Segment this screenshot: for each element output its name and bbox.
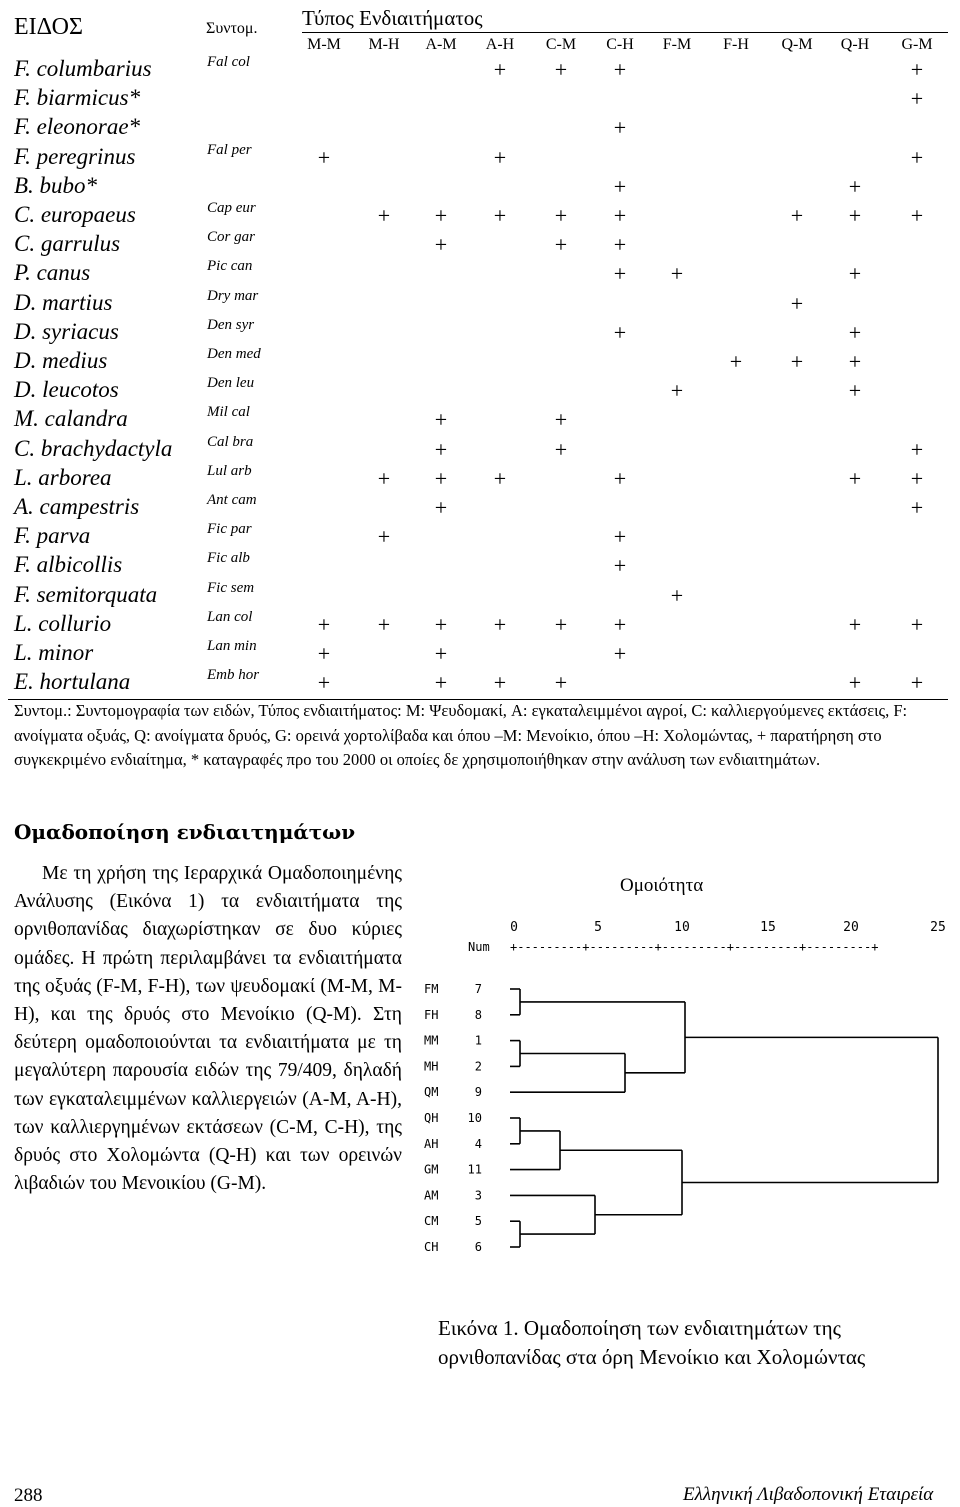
species-name: C. garrulus <box>14 231 121 257</box>
species-abbreviation: Lan min <box>207 638 257 654</box>
presence-mark: + <box>377 524 391 550</box>
species-abbreviation: Ant cam <box>207 492 257 508</box>
presence-mark: + <box>613 203 627 228</box>
species-name: D. medius <box>14 348 108 373</box>
leaf-number: 10 <box>467 1111 482 1125</box>
presence-mark: + <box>434 407 448 433</box>
leaf-number: 6 <box>474 1240 482 1254</box>
species-name: D. syriacus <box>14 318 119 344</box>
presence-mark: + <box>848 611 862 637</box>
species-name: M. calandra <box>14 406 128 432</box>
presence-mark: + <box>613 465 627 491</box>
species-name: F. peregrinus <box>14 143 136 169</box>
habitat-column-c-h: C-H <box>606 36 634 53</box>
presence-mark: + <box>613 232 627 258</box>
presence-mark: + <box>434 436 448 462</box>
species-abbreviation: Cal bra <box>207 433 254 450</box>
presence-mark: + <box>790 290 804 316</box>
presence-mark: + <box>613 641 627 666</box>
presence-mark: + <box>317 611 331 637</box>
species-abbreviation: Fic par <box>207 521 252 538</box>
species-column-header: ΕΙΔΟΣ <box>14 14 83 40</box>
page-number: 288 <box>14 1485 43 1506</box>
presence-mark: + <box>554 436 568 462</box>
presence-mark: + <box>493 611 507 637</box>
presence-mark: + <box>848 203 862 228</box>
scale-tick-label: 25 <box>930 920 946 935</box>
habitat-column-q-h: Q-H <box>840 36 870 53</box>
presence-mark: + <box>910 670 924 696</box>
presence-mark: + <box>848 378 862 404</box>
leaf-label: QH <box>424 1111 439 1125</box>
presence-mark: + <box>493 57 507 82</box>
species-abbreviation: Dry mar <box>207 287 259 304</box>
species-name: L. arborea <box>14 464 112 490</box>
leaf-label: CM <box>424 1214 439 1229</box>
section-title: Ομαδοποίηση ενδιαιτημάτων <box>14 820 356 844</box>
presence-mark: + <box>554 611 568 637</box>
presence-mark: + <box>493 144 507 170</box>
habitat-column-a-h: A-H <box>485 36 515 53</box>
presence-mark: + <box>434 232 448 258</box>
leaf-label: GM <box>424 1162 439 1177</box>
scale-line: +---------+---------+---------+---------+---------+ <box>510 940 879 954</box>
scale-tick-label: 15 <box>760 920 776 935</box>
habitat-column-f-h: F-H <box>723 36 749 53</box>
leaf-number: 3 <box>474 1188 482 1203</box>
presence-mark: + <box>613 611 627 637</box>
table-top-rule <box>302 32 948 33</box>
leaf-label: QM <box>424 1085 439 1100</box>
dendrogram-leaves <box>424 982 482 1254</box>
species-abbreviation: Den syr <box>207 316 255 333</box>
presence-mark: + <box>848 319 862 345</box>
habitat-column-m-h: M-H <box>368 36 400 53</box>
presence-mark: + <box>434 465 448 491</box>
presence-mark: + <box>670 261 684 287</box>
presence-mark: + <box>554 670 568 696</box>
presence-mark: + <box>613 115 627 141</box>
species-abbreviation: Den med <box>207 346 261 362</box>
presence-mark: + <box>848 173 862 199</box>
publisher-name: Ελληνική Λιβαδοπονική Εταιρεία <box>683 1484 934 1505</box>
presence-mark: + <box>910 86 924 112</box>
species-name: D. martius <box>14 289 113 315</box>
scale-tick-label: 20 <box>843 920 859 935</box>
scale-ticks <box>510 920 946 935</box>
habitat-type-header: Τύπος Ενδιαιτήματος <box>302 6 483 30</box>
presence-mark: + <box>434 495 448 520</box>
presence-mark: + <box>613 524 627 550</box>
presence-mark: + <box>377 465 391 491</box>
species-abbreviation: Cor gar <box>207 229 255 246</box>
presence-mark: + <box>848 349 862 374</box>
presence-mark: + <box>848 670 862 696</box>
presence-mark: + <box>790 203 804 228</box>
leaf-label: AM <box>424 1188 439 1203</box>
scale-tick-label: 5 <box>594 920 602 935</box>
habitat-column-c-m: C-M <box>545 36 577 53</box>
presence-mark: + <box>670 378 684 404</box>
presence-mark: + <box>613 553 627 579</box>
leaf-number: 7 <box>474 982 482 996</box>
table-legend: Συντομ.: Συντομογραφία των ειδών, Τύπος ενδιαιτήματος: Μ: Ψευδομακί, A: εγκαταλειμμένοι αγροί, C: καλλιεργούμενες εκτάσεις, F: ανοίγματα οξυάς, Q: ανοίγματα δρυός, G: ορεινά χορτολίβαδα και όπου –M: Μενοίκιο, όπου –H: Χολομώντας, + παρατήρηση στο συγκεκριμένο ενδιαίτημα, * καταγραφές προ του 2000 οι οποίες δε χρησιμοποιήθηκαν στην ανάλυση των ενδιαιτημάτων. <box>14 701 908 769</box>
presence-mark: + <box>377 611 391 637</box>
habitat-column-m-m: M-M <box>307 36 341 53</box>
presence-mark: + <box>554 407 568 433</box>
species-name: D. leucotos <box>14 377 119 403</box>
presence-mark: + <box>910 495 924 520</box>
species-name: E. hortulana <box>14 669 131 695</box>
species-name: L. minor <box>14 640 94 665</box>
dendrogram-figure <box>420 865 960 1300</box>
presence-mark: + <box>613 57 627 82</box>
presence-mark: + <box>910 144 924 170</box>
presence-mark: + <box>493 203 507 228</box>
species-name: F. parva <box>14 523 91 549</box>
leaf-number: 8 <box>474 1007 482 1022</box>
presence-mark: + <box>910 465 924 491</box>
scale-tick-label: 0 <box>510 920 518 935</box>
species-abbreviation: Mil cal <box>207 404 250 421</box>
presence-mark: + <box>317 641 331 666</box>
dendrogram-branches <box>510 989 938 1247</box>
presence-mark: + <box>434 611 448 637</box>
presence-mark: + <box>910 203 924 228</box>
species-name: F. albicollis <box>14 552 123 578</box>
species-name: C. europaeus <box>14 202 136 227</box>
habitat-column-g-m: G-M <box>901 36 933 53</box>
habitat-column-q-m: Q-M <box>781 36 813 53</box>
leaf-label: AH <box>424 1136 439 1151</box>
species-abbreviation: Fic sem <box>207 579 255 596</box>
presence-mark: + <box>613 319 627 345</box>
species-abbreviation: Fic alb <box>207 550 250 567</box>
species-abbreviation: Cap eur <box>207 200 256 216</box>
presence-mark: + <box>910 436 924 462</box>
species-abbreviation: Pic can <box>207 258 253 275</box>
abbreviation-column-header: Συντομ. <box>206 20 258 37</box>
leaf-number: 2 <box>474 1059 482 1074</box>
species-abbreviation: Fal per <box>207 141 252 158</box>
presence-mark: + <box>848 465 862 491</box>
presence-mark: + <box>848 261 862 287</box>
figure-title: Ομοιότητα <box>620 875 704 896</box>
leaf-number: 5 <box>474 1214 482 1229</box>
presence-mark: + <box>910 57 924 82</box>
species-abbreviation: Lan col <box>207 608 253 625</box>
leaf-label: FM <box>424 982 439 996</box>
presence-mark: + <box>434 641 448 666</box>
figure-caption: Εικόνα 1. Ομαδοποίηση των ενδιαιτημάτων της ορνιθοπανίδας στα όρη Μενοίκιο και Χολομώντας <box>438 1316 866 1369</box>
species-name: A. campestris <box>14 494 140 519</box>
species-name: L. collurio <box>14 610 112 636</box>
leaf-number: 11 <box>467 1162 482 1177</box>
species-abbreviation: Den leu <box>207 375 255 392</box>
presence-mark: + <box>317 144 331 170</box>
presence-mark: + <box>554 203 568 228</box>
species-name: F. semitorquata <box>14 581 158 607</box>
presence-mark: + <box>790 349 804 374</box>
species-name: B. bubo* <box>14 172 98 198</box>
species-name: F. columbarius <box>14 56 152 81</box>
species-abbreviation: Emb hor <box>207 667 260 684</box>
presence-mark: + <box>554 232 568 258</box>
scale-tick-label: 10 <box>674 920 690 935</box>
presence-mark: + <box>613 261 627 287</box>
presence-mark: + <box>670 582 684 608</box>
presence-mark: + <box>317 670 331 696</box>
leaf-label: CH <box>424 1240 439 1254</box>
species-name: C. brachydactyla <box>14 435 173 461</box>
species-name: F. eleonorae* <box>14 114 141 140</box>
leaf-number: 1 <box>474 1033 482 1048</box>
num-label: Num <box>468 940 490 954</box>
species-abbreviation: Lul arb <box>207 462 252 479</box>
presence-mark: + <box>613 173 627 199</box>
presence-mark: + <box>729 349 743 374</box>
presence-mark: + <box>434 203 448 228</box>
presence-mark: + <box>434 670 448 696</box>
presence-mark: + <box>377 203 391 228</box>
species-abbreviation: Fal col <box>207 54 250 70</box>
leaf-number: 9 <box>474 1085 482 1100</box>
species-name: P. canus <box>14 260 91 286</box>
leaf-label: FH <box>424 1007 439 1022</box>
presence-mark: + <box>554 57 568 82</box>
habitat-column-f-m: F-M <box>662 36 692 53</box>
dendrogram <box>420 865 960 1300</box>
leaf-label: MH <box>424 1059 439 1074</box>
presence-mark: + <box>910 611 924 637</box>
leaf-number: 4 <box>474 1136 482 1151</box>
presence-mark: + <box>493 465 507 491</box>
leaf-label: MM <box>424 1033 439 1048</box>
habitat-column-a-m: A-M <box>425 36 457 53</box>
presence-mark: + <box>493 670 507 696</box>
species-name: F. biarmicus* <box>14 85 141 111</box>
body-paragraph: Με τη χρήση της Ιεραρχικά Ομαδοποιημένης Ανάλυσης (Εικόνα 1) τα ενδιαιτήματα της ορνιθοπανίδας διαχωρίστηκαν σε δυο κύριες ομάδες. Η πρώτη περιλαμβάνει τα ενδιαιτήματα της οξυάς (F-M, F-H), των ψευδομακί (Μ-Μ, Μ-Η), και της δρυός στο Μενοίκιο (Q-M). Στη δεύτερη ομαδοποιούνται τα ενδιαιτήματα με τη μεγαλύτερη παρουσία ειδών της 79/409, δηλαδή των εγκαταλειμμένων καλλιεργειών (A-M, A-H), των καλλιεργημένων εκτάσεων (C-M, C-H), της δρυός στο Χολομώντα (Q-H) και των ορεινών λιβαδιών του Μενοικίου (G-M). <box>14 863 402 1195</box>
